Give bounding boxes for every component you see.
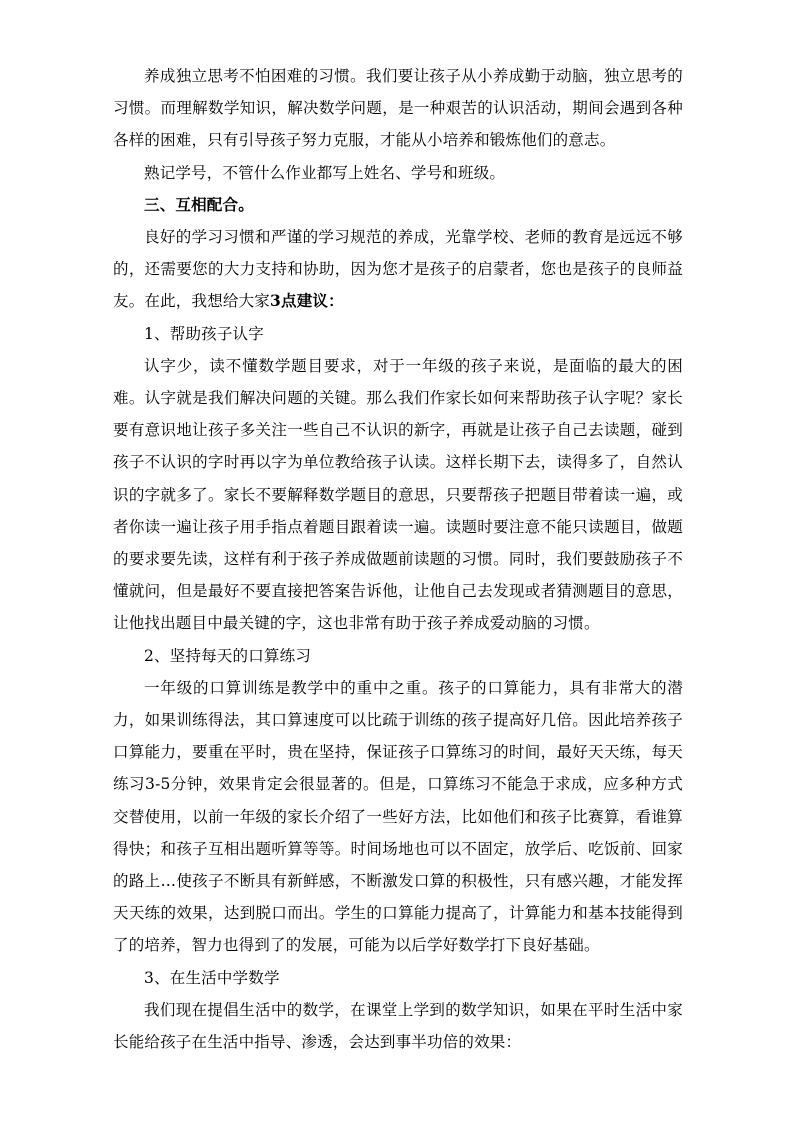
paragraph-independent-thinking: 养成独立思考不怕困难的习惯。我们要让孩子从小养成勤于动脑，独立思考的习惯。而理解数学知识，解决数学问题，是一种艰苦的认识活动，期间会遇到各种各样的困难，只有引导孩子努力克服，才能从小培养和锻炼他们的意志。	[113, 67, 683, 150]
paragraph-student-number: 熟记学号，不管什么作业都写上姓名、学号和班级。	[144, 163, 506, 182]
paragraph-cooperation-bold: 3点建议：	[270, 291, 344, 311]
document-body	[113, 60, 683, 1058]
paragraph-math-in-life: 我们现在提倡生活中的数学，在课堂上学到的数学知识，如果在平时生活中家长能给孩子在生活中指导、渗透，会达到事半功倍的效果：	[113, 1000, 683, 1052]
subheading-math-in-life: 3、在生活中学数学	[144, 968, 280, 987]
subheading-oral-calculation: 2、坚持每天的口算练习	[144, 646, 312, 665]
paragraph-cooperation-text: 良好的学习习惯和严谨的学习规范的养成，光靠学校、老师的教育是远远不够的，还需要您的大力支持和协助，因为您才是孩子的启蒙者，您也是孩子的良师益友。在此，我想给大家	[113, 228, 683, 311]
paragraph-recognize-characters: 认字少，读不懂数学题目要求，对于一年级的孩子来说，是面临的最大的困难。认字就是我们解决问题的关键。那么我们作家长如何来帮助孩子认字呢？家长要有意识地让孩子多关注一些自己不认识的新字，再就是让孩子自己去读题，碰到孩子不认识的字时再以字为单位教给孩子认读。这样长期下去，读得多了，自然认识的字就多了。家长不要解释数学题目的意思，只要帮孩子把题目带着读一遍，或者你读一遍让孩子用手指点着题目跟着读一遍。读题时要注意不能只读题目，做题的要求要先读，这样有利于孩子养成做题前读题的习惯。同时，我们要鼓励孩子不懂就问，但是最好不要直接把答案告诉他，让他自己去发现或者猜测题目的意思，让他找出题目中最关键的字，这也非常有助于孩子养成爱动脑的习惯。	[113, 356, 683, 633]
section-heading-cooperation: 三、互相配合。	[144, 194, 254, 214]
subheading-recognize-characters: 1、帮助孩子认字	[144, 324, 264, 343]
paragraph-cooperation	[113, 221, 683, 318]
paragraph-oral-calculation: 一年级的口算训练是教学中的重中之重。孩子的口算能力，具有非常大的潜力，如果训练得法，其口算速度可以比疏于训练的孩子提高好几倍。因此培养孩子口算能力，要重在平时，贵在坚持，保证孩子口算练习的时间，最好天天练，每天练习3-5分钟，效果肯定会很显著的。但是，口算练习不能急于求成，应多种方式交替使用，以前一年级的家长介绍了一些好方法，比如他们和孩子比赛算，看谁算得快；和孩子互相出题听算等等。时间场地也可以不固定，放学后、吃饭前、回家的路上…使孩子不断具有新鲜感，不断激发口算的积极性，只有感兴趣，才能发挥天天练的效果，达到脱口而出。学生的口算能力提高了，计算能力和基本技能得到了的培养，智力也得到了的发展，可能为以后学好数学打下良好基础。	[113, 678, 683, 955]
